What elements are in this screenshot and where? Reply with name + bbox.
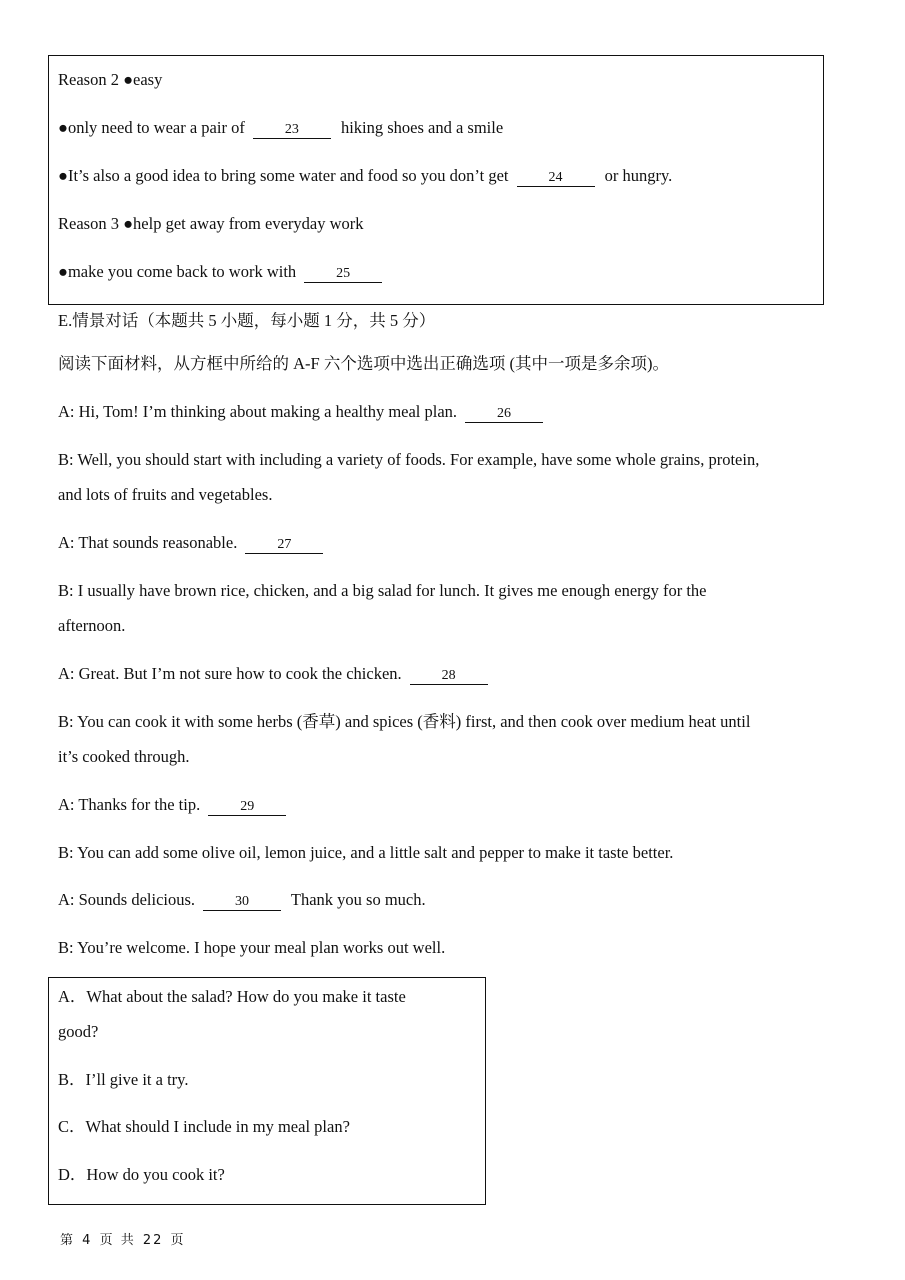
option-a-line2: good?	[58, 1022, 99, 1041]
dialogue-line-5	[58, 664, 494, 685]
footer-page-number: 4	[82, 1233, 93, 1248]
dialogue-line-3	[58, 533, 329, 554]
dialogue-line-9	[58, 890, 426, 911]
reason3-bullet1	[58, 262, 388, 283]
blank-29[interactable]: 29	[208, 799, 286, 816]
reason2-line: Reason 2 ●easy	[58, 70, 163, 89]
section-title: E.情景对话（本题共 5 小题，每小题 1 分，共 5 分）	[58, 311, 436, 330]
blank-25[interactable]: 25	[304, 266, 382, 283]
section-instruction: 阅读下面材料，从方框中所给的 A-F 六个选项中选出正确选项 (其中一项是多余项)。	[58, 354, 669, 373]
blank-26[interactable]: 26	[465, 406, 543, 423]
dialogue-line-7	[58, 795, 292, 816]
footer-mid: 页 共	[99, 1233, 136, 1248]
dialogue-text: A: Thanks for the tip.	[58, 795, 201, 814]
option-b: B．I’ll give it a try.	[58, 1070, 189, 1089]
dialogue-line-2a: B: Well, you should start with including a variety of foods. For example, have some whole grains, protein,	[58, 450, 760, 469]
dialogue-text: A: Sounds delicious.	[58, 890, 196, 909]
dialogue-line-2b: and lots of fruits and vegetables.	[58, 485, 273, 504]
blank-30[interactable]: 30	[203, 894, 281, 911]
reason3-bullet1-text: ●make you come back to work with	[58, 262, 297, 281]
dialogue-line-1	[58, 402, 549, 423]
reason2-bullet2	[58, 166, 672, 187]
reason3-line: Reason 3 ●help get away from everyday work	[58, 214, 364, 233]
blank-28[interactable]: 28	[410, 668, 488, 685]
footer-pre: 第	[60, 1233, 76, 1248]
dialogue-tail: Thank you so much.	[290, 890, 426, 909]
reason2-bullet1	[58, 118, 503, 139]
reason2-bullet2-text: ●It’s also a good idea to bring some water and food so you don’t get	[58, 166, 509, 185]
dialogue-text: A: That sounds reasonable.	[58, 533, 238, 552]
dialogue-line-6a: B: You can cook it with some herbs (香草) and spices (香料) first, and then cook over medium heat until	[58, 712, 751, 731]
blank-23[interactable]: 23	[253, 122, 331, 139]
reason2-bullet2-tail: or hungry.	[604, 166, 673, 185]
blank-24[interactable]: 24	[517, 170, 595, 187]
dialogue-line-6b: it’s cooked through.	[58, 747, 190, 766]
page-footer	[60, 1229, 186, 1248]
reason2-bullet1-tail: hiking shoes and a smile	[340, 118, 504, 137]
dialogue-text: A: Hi, Tom! I’m thinking about making a healthy meal plan.	[58, 402, 458, 421]
option-c: C．What should I include in my meal plan?	[58, 1117, 350, 1136]
option-d: D．How do you cook it?	[58, 1165, 225, 1184]
footer-post: 页	[170, 1233, 186, 1248]
dialogue-line-10: B: You’re welcome. I hope your meal plan works out well.	[58, 938, 446, 957]
blank-27[interactable]: 27	[245, 537, 323, 554]
option-a-line1: A．What about the salad? How do you make it taste	[58, 987, 406, 1006]
dialogue-line-4b: afternoon.	[58, 616, 126, 635]
footer-total-pages: 22	[142, 1233, 164, 1248]
reason2-bullet1-text: ●only need to wear a pair of	[58, 118, 245, 137]
dialogue-text: A: Great. But I’m not sure how to cook the chicken.	[58, 664, 402, 683]
dialogue-line-8: B: You can add some olive oil, lemon juice, and a little salt and pepper to make it taste better.	[58, 843, 674, 862]
dialogue-line-4a: B: I usually have brown rice, chicken, and a big salad for lunch. It gives me enough energy for the	[58, 581, 707, 600]
